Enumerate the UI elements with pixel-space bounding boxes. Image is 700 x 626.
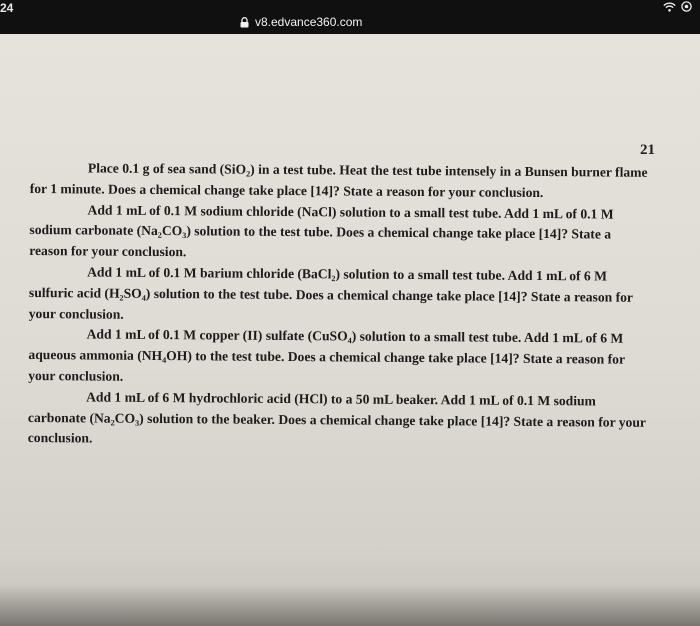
question-list	[28, 158, 650, 454]
question-1: Place 0.1 g of sea sand (SiO₂) in a test tube. Heat the test tube intensely in a Bunsen burner flame for 1 minute. Does a chemical change take place [14]? State a reason for your conclusion.	[29, 160, 648, 200]
question-2: Add 1 mL of 0.1 M sodium chloride (NaCl) solution to a small test tube. Add 1 mL of 0.1 M sodium carbonate (Na₂CO₃) solution to the test tube. Does a chemical change take place [14]? State a reason for your conclusion.	[29, 202, 614, 260]
question-3: Add 1 mL of 0.1 M barium chloride (BaCl₂) solution to a small test tube. Add 1 mL of 6 M sulfuric acid (H₂SO₄) solution to the test tube. Does a chemical change take place [14]? State a reason for your conclusion.	[28, 264, 633, 322]
url-bar[interactable]	[240, 13, 362, 31]
page-shadow	[0, 585, 700, 626]
question-4: Add 1 mL of 0.1 M copper (II) sulfate (CuSO₄) solution to a small test tube. Add 1 mL of 6 M aqueous ammonia (NH₄OH) to the test tube. Does a chemical change take place [14]? State a reason for your conclusion.	[28, 326, 625, 384]
circle-status-icon	[681, 1, 692, 12]
page-number: 21	[640, 142, 655, 158]
browser-top-bar	[0, 0, 700, 34]
status-time: 24	[0, 1, 14, 15]
status-icons	[663, 1, 692, 12]
url-text[interactable]: v8.edvance360.com	[255, 15, 363, 29]
wifi-icon	[663, 2, 676, 12]
lock-icon	[240, 17, 249, 28]
question-5: Add 1 mL of 6 M hydrochloric acid (HCl) to a 50 mL beaker. Add 1 mL of 0.1 M sodium carbonate (Na₂CO₃) solution to the beaker. Does a chemical change take place [14]? State a reason for your conclusion.	[27, 389, 646, 446]
